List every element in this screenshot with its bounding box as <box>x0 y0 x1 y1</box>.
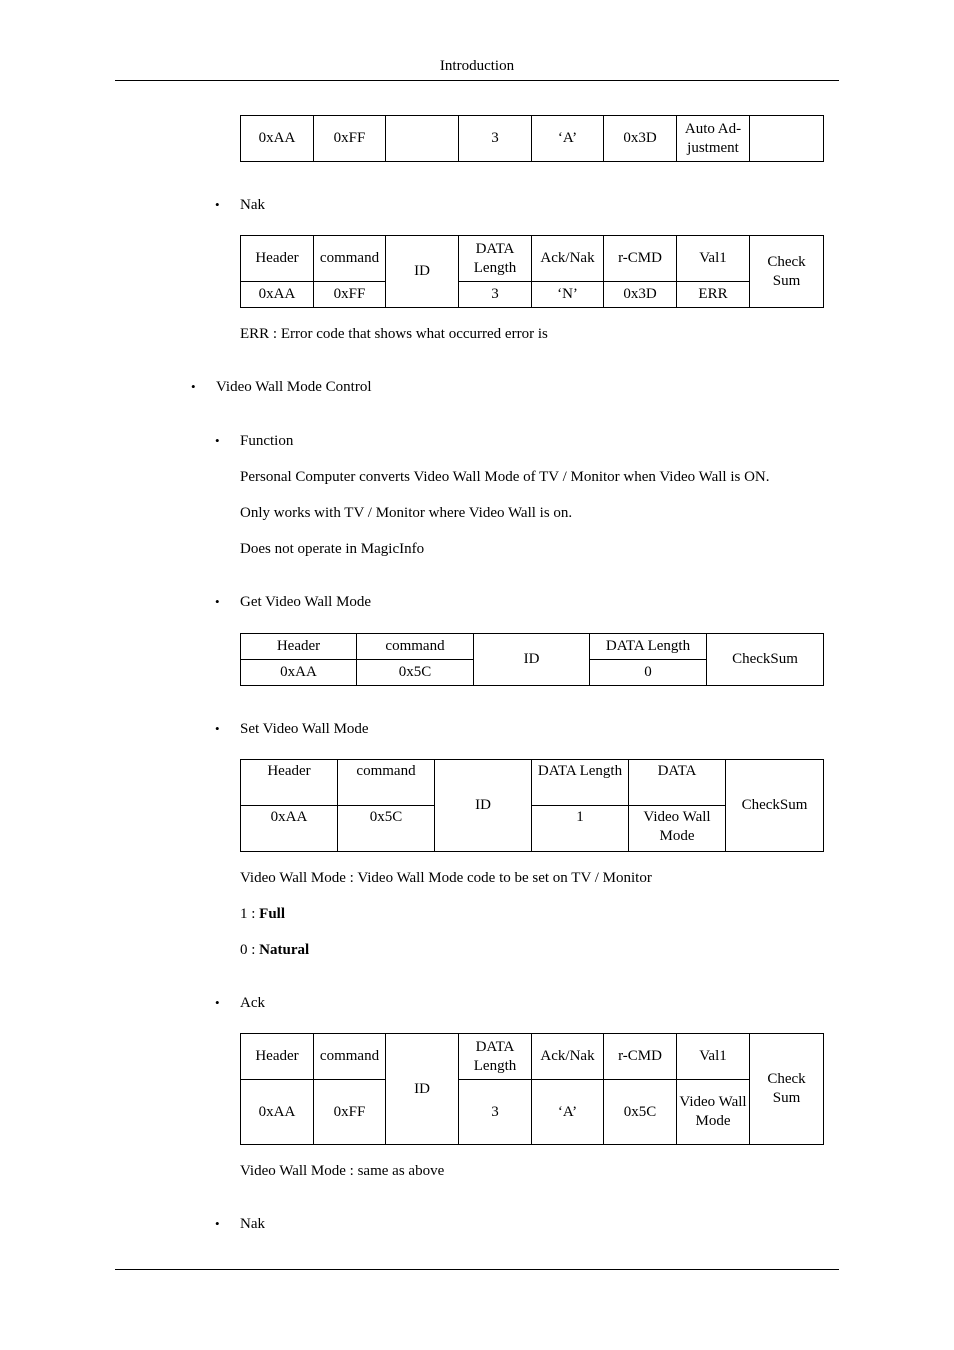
table-header-cell: r-CMD <box>604 236 677 282</box>
footer-rule <box>115 1269 839 1270</box>
table-header-cell: ID <box>474 634 590 686</box>
header-rule <box>115 80 839 81</box>
table-cell: 0x5C <box>604 1080 677 1145</box>
mode-name: Natural <box>259 942 310 958</box>
table-header-cell: DATA <box>629 760 726 806</box>
table-header-row <box>241 1034 824 1080</box>
table-header-row <box>241 760 824 806</box>
ack-table <box>240 1033 824 1145</box>
table-header-cell: CheckSum <box>707 634 824 686</box>
set-video-wall-table <box>240 759 824 852</box>
table-cell: 0xAA <box>241 116 314 162</box>
nak-label-2: Nak <box>240 1216 265 1232</box>
function-line: Does not operate in MagicInfo <box>240 541 425 557</box>
err-note: ERR : Error code that shows what occurred error is <box>240 326 548 342</box>
table-cell: 0x5C <box>357 660 474 686</box>
mode-note: Video Wall Mode : Video Wall Mode code to be set on TV / Monitor <box>240 870 652 886</box>
bullet-marker: • <box>215 433 220 448</box>
bullet-marker: • <box>215 594 220 609</box>
table-cell <box>750 116 824 162</box>
bullet-marker: • <box>191 379 196 394</box>
table-cell: 0xAA <box>241 660 357 686</box>
table-cell <box>386 116 459 162</box>
table-cell: Video Wall Mode <box>629 806 726 852</box>
bullet-marker: • <box>215 1216 220 1231</box>
table-header-cell: command <box>314 1034 386 1080</box>
table-cell: 0xFF <box>314 116 386 162</box>
bullet-marker: • <box>215 721 220 736</box>
table-cell: ‘A’ <box>532 1080 604 1145</box>
table-header-cell: Header <box>241 236 314 282</box>
table-header-cell: CheckSum <box>726 760 824 852</box>
table-cell: 0x3D <box>604 282 677 308</box>
mode-name: Full <box>259 906 286 922</box>
ack-label: Ack <box>240 995 265 1011</box>
table-cell: Video Wall Mode <box>677 1080 750 1145</box>
table-header-cell: Header <box>241 1034 314 1080</box>
table-header-cell: r-CMD <box>604 1034 677 1080</box>
get-video-wall-table <box>240 633 824 686</box>
mode-option-natural <box>240 941 309 959</box>
table-header-cell: DATA Length <box>459 236 532 282</box>
table-cell: 1 <box>532 806 629 852</box>
table-cell: 0x5C <box>338 806 435 852</box>
table-header-cell: ID <box>386 236 459 308</box>
get-video-wall-label: Get Video Wall Mode <box>240 594 372 610</box>
table-cell: 3 <box>459 116 532 162</box>
table-cell: 0x3D <box>604 116 677 162</box>
page-header-title: Introduction <box>439 58 515 74</box>
table-header-cell: Check Sum <box>750 1034 824 1145</box>
table-cell: 3 <box>459 1080 532 1145</box>
table-cell: 0xFF <box>314 282 386 308</box>
table-cell: 3 <box>459 282 532 308</box>
table-header-cell: command <box>314 236 386 282</box>
table-header-row <box>241 634 824 660</box>
function-line: Only works with TV / Monitor where Video Wall is on. <box>240 505 573 521</box>
table-cell: ERR <box>677 282 750 308</box>
table-cell: 0xAA <box>241 282 314 308</box>
set-video-wall-label: Set Video Wall Mode <box>240 721 369 737</box>
table-header-cell: Val1 <box>677 236 750 282</box>
table-header-cell: ID <box>435 760 532 852</box>
table-cell: 0xAA <box>241 806 338 852</box>
table-header-cell: Header <box>241 634 357 660</box>
table-header-cell: command <box>338 760 435 806</box>
table-header-cell: Ack/Nak <box>532 1034 604 1080</box>
mode-code: 0 : <box>240 942 260 958</box>
table-cell: 0xAA <box>241 1080 314 1145</box>
table-header-cell: Header <box>241 760 338 806</box>
table-header-cell: DATA Length <box>590 634 707 660</box>
bullet-marker: • <box>215 995 220 1010</box>
table-header-cell: Val1 <box>677 1034 750 1080</box>
table-cell: ‘A’ <box>532 116 604 162</box>
table-header-cell: command <box>357 634 474 660</box>
section-title: Video Wall Mode Control <box>216 379 372 395</box>
table-header-cell: Ack/Nak <box>532 236 604 282</box>
table-cell: 0xFF <box>314 1080 386 1145</box>
table-header-cell: DATA Length <box>532 760 629 806</box>
mode-code: 1 : <box>240 906 260 922</box>
mode-option-full <box>240 905 285 923</box>
table-header-cell: Check Sum <box>750 236 824 308</box>
function-label: Function <box>240 433 294 449</box>
table-row <box>241 282 824 308</box>
function-line: Personal Computer converts Video Wall Mode of TV / Monitor when Video Wall is ON. <box>240 469 770 485</box>
nak-table <box>240 235 824 308</box>
table-cell: 0 <box>590 660 707 686</box>
table-row <box>241 116 824 162</box>
table-header-cell: ID <box>386 1034 459 1145</box>
ack-table-top <box>240 115 824 162</box>
bullet-marker: • <box>215 197 220 212</box>
table-cell: ‘N’ <box>532 282 604 308</box>
table-header-row <box>241 236 824 282</box>
table-header-cell: DATA Length <box>459 1034 532 1080</box>
nak-label: Nak <box>240 197 265 213</box>
table-cell: Auto Ad-justment <box>677 116 750 162</box>
table-row <box>241 1080 824 1145</box>
ack-note: Video Wall Mode : same as above <box>240 1163 445 1179</box>
